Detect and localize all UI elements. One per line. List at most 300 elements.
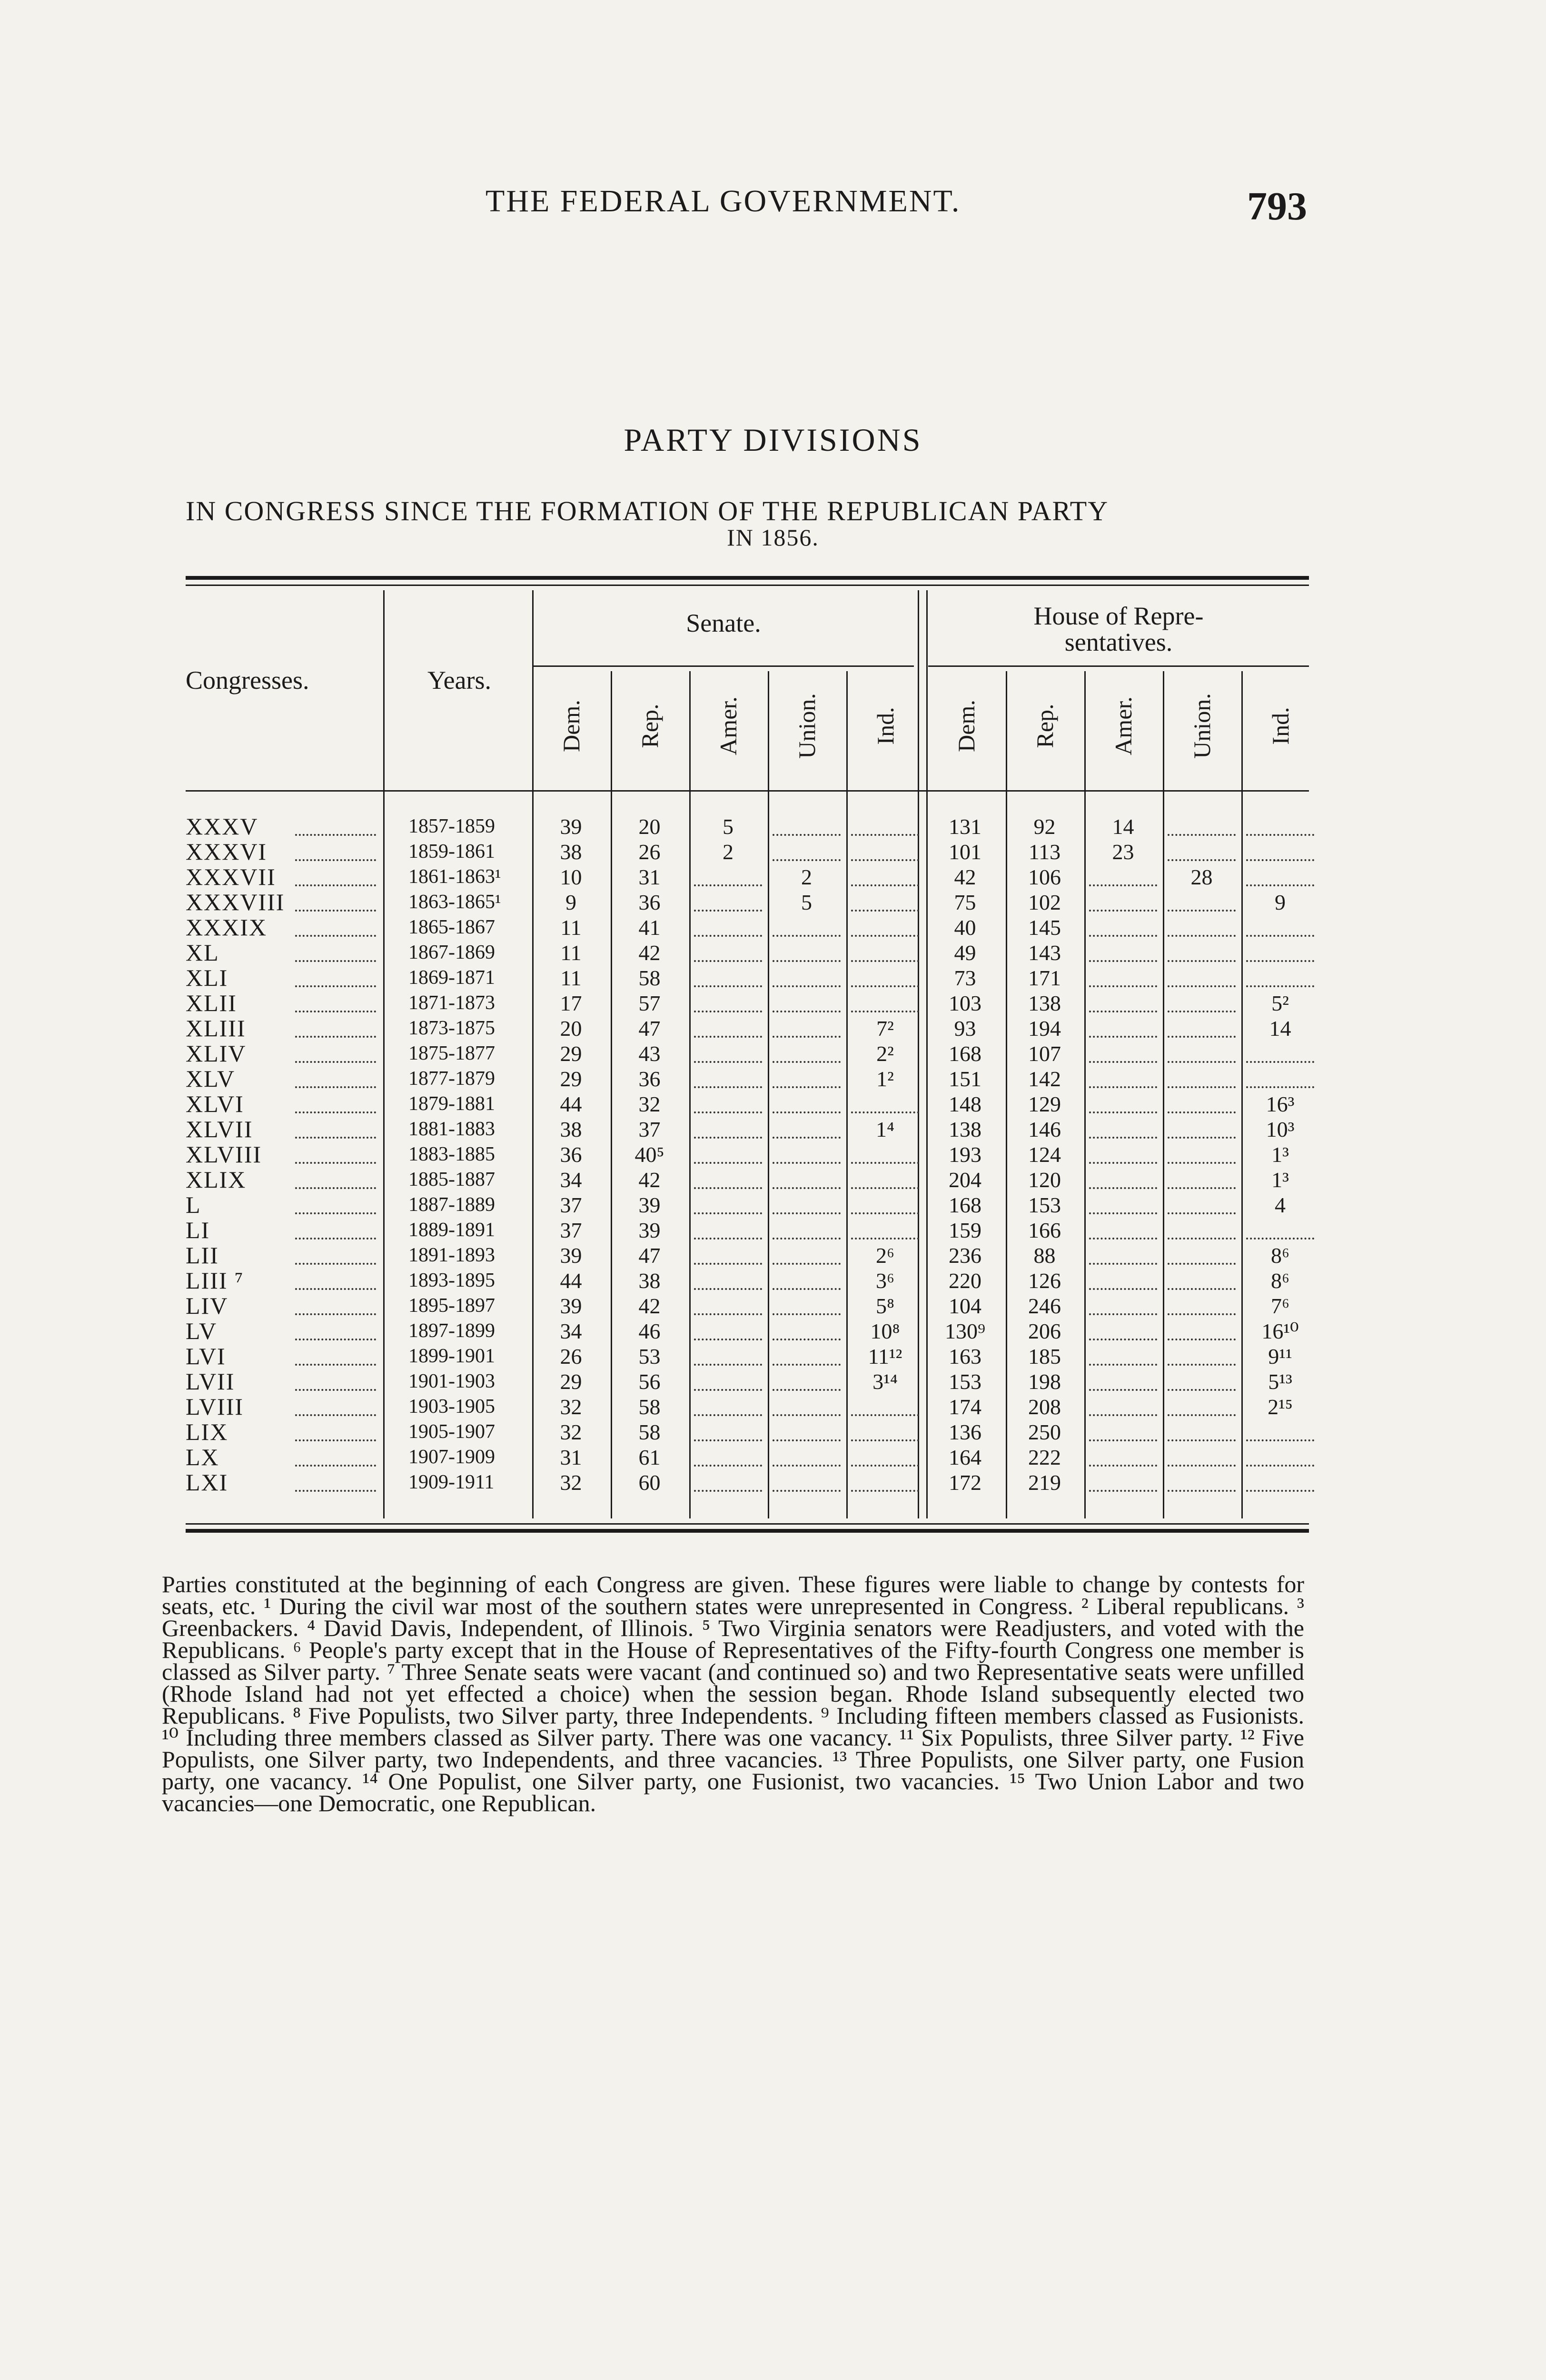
empty-leader-dots	[1246, 1477, 1314, 1492]
senate-value-cell: 20	[560, 1016, 582, 1041]
senate-value-cell: 29	[560, 1041, 582, 1066]
senate-value-cell: 36	[638, 1067, 661, 1091]
empty-leader-dots	[773, 1350, 841, 1366]
house-value-cell: 198	[1028, 1369, 1061, 1394]
empty-leader-dots	[1168, 1477, 1236, 1492]
house-underline	[928, 665, 1309, 667]
senate-value-cell: 32	[560, 1420, 582, 1444]
congress-cell: LII	[186, 1243, 219, 1268]
house-col-header: Union.	[1189, 693, 1215, 759]
table-row	[0, 1091, 1546, 1117]
senate-value-cell: 57	[638, 991, 661, 1015]
empty-leader-dots	[1168, 1199, 1236, 1214]
house-col-header: Ind.	[1267, 707, 1294, 745]
congress-cell: LV	[186, 1319, 218, 1344]
congress-cell: XLVII	[186, 1117, 253, 1142]
senate-value-cell: 39	[638, 1193, 661, 1217]
house-value-cell: 136	[949, 1420, 981, 1444]
house-value-cell: 166	[1028, 1218, 1061, 1242]
header-house-1: House of Repre-	[1033, 602, 1204, 630]
senate-value-cell: 42	[638, 941, 661, 965]
senate-value-cell: 11¹²	[868, 1344, 902, 1368]
senate-value-cell: 2⁶	[875, 1243, 895, 1268]
table-row	[0, 1394, 1546, 1419]
years-cell: 1891-1893	[408, 1244, 495, 1266]
congress-cell: LI	[186, 1218, 210, 1243]
empty-leader-dots	[1168, 1401, 1236, 1416]
senate-value-cell: 38	[560, 1117, 582, 1141]
house-value-cell: 5¹³	[1268, 1369, 1292, 1394]
senate-value-cell: 11	[560, 941, 582, 965]
house-value-cell: 193	[949, 1142, 981, 1167]
empty-leader-dots	[1089, 1149, 1157, 1164]
table-row	[0, 1218, 1546, 1243]
senate-value-cell: 47	[638, 1016, 661, 1041]
empty-leader-dots	[1168, 1451, 1236, 1467]
house-value-cell: 208	[1028, 1395, 1061, 1419]
senate-value-cell: 39	[560, 1243, 582, 1268]
empty-leader-dots	[1246, 846, 1314, 861]
empty-leader-dots	[694, 1426, 762, 1441]
senate-value-cell: 11	[560, 915, 582, 940]
empty-leader-dots	[1089, 871, 1157, 886]
empty-leader-dots	[1246, 1451, 1314, 1467]
empty-leader-dots	[1089, 1224, 1157, 1240]
table-row	[0, 1142, 1546, 1167]
house-value-cell: 16³	[1266, 1092, 1295, 1116]
years-cell: 1901-1903	[408, 1370, 495, 1392]
house-value-cell: 1³	[1271, 1168, 1289, 1192]
empty-leader-dots	[1168, 1300, 1236, 1315]
house-value-cell: 88	[1033, 1243, 1056, 1268]
congress-cell: LX	[186, 1445, 219, 1470]
empty-leader-dots	[694, 1451, 762, 1467]
congress-cell: LVII	[186, 1369, 235, 1394]
senate-value-cell: 37	[560, 1218, 582, 1242]
empty-leader-dots	[1089, 1376, 1157, 1391]
empty-leader-dots	[851, 871, 919, 886]
senate-value-cell: 29	[560, 1369, 582, 1394]
empty-leader-dots	[694, 1275, 762, 1290]
house-col-header: Rep.	[1031, 704, 1058, 748]
empty-leader-dots	[1246, 871, 1314, 886]
senate-value-cell: 10⁸	[870, 1319, 900, 1343]
leader-dots	[295, 1174, 376, 1189]
leader-dots	[295, 1426, 376, 1441]
house-value-cell: 107	[1028, 1041, 1061, 1066]
leader-dots	[295, 922, 376, 937]
senate-value-cell: 31	[638, 865, 661, 889]
table-row	[0, 1066, 1546, 1091]
empty-leader-dots	[773, 846, 841, 861]
empty-leader-dots	[773, 972, 841, 987]
empty-leader-dots	[1089, 1199, 1157, 1214]
house-value-cell: 168	[949, 1193, 981, 1217]
years-cell: 1859-1861	[408, 841, 495, 863]
empty-leader-dots	[694, 972, 762, 987]
house-value-cell: 246	[1028, 1294, 1061, 1318]
senate-value-cell: 42	[638, 1168, 661, 1192]
empty-leader-dots	[851, 1426, 919, 1441]
senate-value-cell: 2	[801, 865, 812, 889]
house-value-cell: 9¹¹	[1268, 1344, 1292, 1368]
congress-cell: XLVIII	[186, 1142, 262, 1167]
empty-leader-dots	[1089, 1073, 1157, 1088]
years-cell: 1889-1891	[408, 1219, 495, 1241]
leader-dots	[295, 972, 376, 987]
empty-leader-dots	[1089, 1250, 1157, 1265]
years-cell: 1897-1899	[408, 1320, 495, 1342]
congress-cell: XLI	[186, 965, 228, 991]
senate-value-cell: 37	[560, 1193, 582, 1217]
senate-value-cell: 44	[560, 1269, 582, 1293]
years-cell: 1909-1911	[408, 1471, 495, 1493]
senate-value-cell: 37	[638, 1117, 661, 1141]
empty-leader-dots	[773, 1376, 841, 1391]
empty-leader-dots	[1168, 821, 1236, 836]
house-value-cell: 1³	[1271, 1142, 1289, 1167]
senate-value-cell: 2	[723, 840, 733, 864]
years-cell: 1907-1909	[408, 1446, 495, 1468]
house-value-cell: 151	[949, 1067, 981, 1091]
table-subtitle-year: IN 1856.	[727, 524, 819, 551]
table-row	[0, 1268, 1546, 1293]
empty-leader-dots	[851, 1149, 919, 1164]
header-years: Years.	[427, 666, 492, 694]
senate-value-cell: 58	[638, 966, 661, 990]
congress-cell: XLIX	[186, 1167, 247, 1192]
empty-leader-dots	[1168, 997, 1236, 1012]
senate-value-cell: 39	[560, 814, 582, 839]
empty-leader-dots	[773, 997, 841, 1012]
senate-value-cell: 5	[801, 890, 812, 914]
senate-value-cell: 5	[723, 814, 733, 839]
empty-leader-dots	[1246, 1048, 1314, 1063]
senate-col-header: Amer.	[715, 696, 742, 755]
house-value-cell: 103	[949, 991, 981, 1015]
empty-leader-dots	[1089, 1098, 1157, 1113]
years-cell: 1869-1871	[408, 967, 495, 989]
table-row	[0, 864, 1546, 890]
empty-leader-dots	[851, 821, 919, 836]
empty-leader-dots	[1089, 1275, 1157, 1290]
senate-value-cell: 60	[638, 1470, 661, 1495]
senate-value-cell: 7²	[876, 1016, 894, 1041]
page-number: 793	[1247, 184, 1307, 228]
empty-leader-dots	[1089, 1048, 1157, 1063]
empty-leader-dots	[773, 1426, 841, 1441]
congress-cell: LXI	[186, 1470, 228, 1495]
top-rule-thin	[186, 585, 1309, 586]
leader-dots	[295, 1350, 376, 1366]
empty-leader-dots	[773, 1275, 841, 1290]
senate-col-header: Ind.	[872, 707, 899, 745]
congress-cell: XXXVIII	[186, 890, 285, 915]
empty-leader-dots	[773, 1022, 841, 1038]
table-row	[0, 1319, 1546, 1344]
empty-leader-dots	[1089, 1325, 1157, 1340]
house-value-cell: 28	[1190, 865, 1213, 889]
table-row	[0, 890, 1546, 915]
leader-dots	[295, 1300, 376, 1315]
senate-value-cell: 40⁵	[634, 1142, 664, 1167]
years-cell: 1871-1873	[408, 992, 495, 1014]
senate-col-header: Dem.	[558, 700, 585, 752]
house-value-cell: 172	[949, 1470, 981, 1495]
table-title: PARTY DIVISIONS	[624, 422, 922, 458]
senate-value-cell: 32	[560, 1395, 582, 1419]
house-value-cell: 174	[949, 1395, 981, 1419]
house-value-cell: 93	[954, 1016, 976, 1041]
empty-leader-dots	[694, 896, 762, 912]
table-subtitle: IN CONGRESS SINCE THE FORMATION OF THE REPUBLICAN PARTY	[186, 496, 1109, 526]
running-head: THE FEDERAL GOVERNMENT.	[486, 184, 961, 218]
congress-cell: XLVI	[186, 1091, 244, 1117]
house-value-cell: 131	[949, 814, 981, 839]
senate-value-cell: 58	[638, 1420, 661, 1444]
house-value-cell: 236	[949, 1243, 981, 1268]
empty-leader-dots	[1168, 1250, 1236, 1265]
leader-dots	[295, 1123, 376, 1139]
table-row	[0, 814, 1546, 839]
empty-leader-dots	[694, 1073, 762, 1088]
house-value-cell: 23	[1112, 840, 1134, 864]
empty-leader-dots	[1089, 896, 1157, 912]
years-cell: 1905-1907	[408, 1421, 495, 1443]
empty-leader-dots	[1089, 947, 1157, 962]
senate-value-cell: 5⁸	[875, 1294, 895, 1318]
empty-leader-dots	[1168, 1098, 1236, 1113]
empty-leader-dots	[773, 1174, 841, 1189]
empty-leader-dots	[1168, 1325, 1236, 1340]
table-row	[0, 1041, 1546, 1066]
leader-dots	[295, 1401, 376, 1416]
empty-leader-dots	[851, 997, 919, 1012]
years-cell: 1893-1895	[408, 1269, 495, 1291]
empty-leader-dots	[851, 1098, 919, 1113]
congress-cell: XLIV	[186, 1041, 247, 1066]
house-value-cell: 7⁶	[1270, 1294, 1290, 1318]
empty-leader-dots	[851, 1451, 919, 1467]
house-value-cell: 138	[949, 1117, 981, 1141]
years-cell: 1857-1859	[408, 815, 495, 837]
house-value-cell: 124	[1028, 1142, 1061, 1167]
house-value-cell: 92	[1033, 814, 1056, 839]
empty-leader-dots	[694, 1250, 762, 1265]
leader-dots	[295, 871, 376, 886]
senate-value-cell: 46	[638, 1319, 661, 1343]
house-value-cell: 146	[1028, 1117, 1061, 1141]
senate-value-cell: 31	[560, 1445, 582, 1469]
years-cell: 1881-1883	[408, 1118, 495, 1140]
table-row	[0, 1243, 1546, 1268]
senate-value-cell: 36	[560, 1142, 582, 1167]
house-value-cell: 142	[1028, 1067, 1061, 1091]
empty-leader-dots	[694, 1048, 762, 1063]
leader-dots	[295, 1250, 376, 1265]
empty-leader-dots	[1168, 1123, 1236, 1139]
empty-leader-dots	[773, 821, 841, 836]
empty-leader-dots	[694, 1174, 762, 1189]
leader-dots	[295, 821, 376, 836]
house-value-cell: 104	[949, 1294, 981, 1318]
bottom-rule	[186, 1529, 1309, 1533]
empty-leader-dots	[1089, 1022, 1157, 1038]
empty-leader-dots	[1089, 1123, 1157, 1139]
years-cell: 1887-1889	[408, 1194, 495, 1216]
empty-leader-dots	[694, 1325, 762, 1340]
senate-value-cell: 10	[560, 865, 582, 889]
empty-leader-dots	[851, 1199, 919, 1214]
senate-col-header: Rep.	[636, 704, 663, 748]
empty-leader-dots	[1089, 972, 1157, 987]
house-value-cell: 14	[1112, 814, 1134, 839]
top-rule	[186, 576, 1309, 580]
table-row	[0, 1293, 1546, 1319]
senate-value-cell: 17	[560, 991, 582, 1015]
senate-value-cell: 32	[638, 1092, 661, 1116]
empty-leader-dots	[773, 1224, 841, 1240]
empty-leader-dots	[773, 1123, 841, 1139]
table-row	[0, 1470, 1546, 1495]
senate-value-cell: 3⁶	[875, 1269, 895, 1293]
senate-value-cell: 43	[638, 1041, 661, 1066]
senate-value-cell: 3¹⁴	[872, 1369, 898, 1394]
table-row	[0, 940, 1546, 965]
house-value-cell: 153	[1028, 1193, 1061, 1217]
senate-value-cell: 38	[560, 840, 582, 864]
leader-dots	[295, 1325, 376, 1340]
senate-value-cell: 20	[638, 814, 661, 839]
senate-value-cell: 41	[638, 915, 661, 940]
empty-leader-dots	[694, 1300, 762, 1315]
senate-value-cell: 34	[560, 1168, 582, 1192]
empty-leader-dots	[773, 1477, 841, 1492]
leader-dots	[295, 1376, 376, 1391]
leader-dots	[295, 1073, 376, 1088]
senate-value-cell: 44	[560, 1092, 582, 1116]
house-value-cell: 73	[954, 966, 976, 990]
empty-leader-dots	[694, 1350, 762, 1366]
house-value-cell: 14	[1269, 1016, 1291, 1041]
house-value-cell: 113	[1028, 840, 1061, 864]
house-value-cell: 194	[1028, 1016, 1061, 1041]
empty-leader-dots	[1246, 972, 1314, 987]
house-value-cell: 10³	[1266, 1117, 1295, 1141]
header-senate: Senate.	[686, 609, 761, 637]
years-cell: 1899-1901	[408, 1345, 495, 1367]
leader-dots	[295, 846, 376, 861]
house-value-cell: 106	[1028, 865, 1061, 889]
house-value-cell: 153	[949, 1369, 981, 1394]
empty-leader-dots	[1089, 1451, 1157, 1467]
years-cell: 1879-1881	[408, 1093, 495, 1115]
senate-value-cell: 42	[638, 1294, 661, 1318]
empty-leader-dots	[694, 1401, 762, 1416]
empty-leader-dots	[1089, 1477, 1157, 1492]
empty-leader-dots	[1089, 1350, 1157, 1366]
table-row	[0, 1369, 1546, 1394]
house-value-cell: 4	[1275, 1193, 1286, 1217]
senate-value-cell: 58	[638, 1395, 661, 1419]
house-value-cell: 8⁶	[1270, 1243, 1290, 1268]
house-value-cell: 171	[1028, 966, 1061, 990]
house-value-cell: 250	[1028, 1420, 1061, 1444]
house-col-header: Dem.	[953, 700, 980, 752]
table-row	[0, 1016, 1546, 1041]
empty-leader-dots	[1168, 947, 1236, 962]
empty-leader-dots	[694, 1123, 762, 1139]
congress-cell: XLV	[186, 1066, 236, 1091]
years-cell: 1903-1905	[408, 1396, 495, 1418]
house-value-cell: 222	[1028, 1445, 1061, 1469]
empty-leader-dots	[851, 922, 919, 937]
years-cell: 1875-1877	[408, 1042, 495, 1064]
congress-cell: XXXVII	[186, 864, 276, 890]
years-cell: 1873-1875	[408, 1017, 495, 1039]
senate-value-cell: 53	[638, 1344, 661, 1368]
empty-leader-dots	[1246, 1426, 1314, 1441]
house-col-header: Amer.	[1110, 696, 1137, 755]
congress-cell: XLII	[186, 991, 237, 1016]
empty-leader-dots	[1089, 1426, 1157, 1441]
leader-dots	[295, 1022, 376, 1038]
empty-leader-dots	[1168, 1073, 1236, 1088]
years-cell: 1867-1869	[408, 942, 495, 963]
house-value-cell: 129	[1028, 1092, 1061, 1116]
empty-leader-dots	[1168, 1376, 1236, 1391]
congress-cell: LIV	[186, 1293, 228, 1319]
empty-leader-dots	[1168, 972, 1236, 987]
senate-value-cell: 32	[560, 1470, 582, 1495]
empty-leader-dots	[1089, 1174, 1157, 1189]
house-value-cell: 219	[1028, 1470, 1061, 1495]
leader-dots	[295, 1275, 376, 1290]
leader-dots	[295, 1451, 376, 1467]
footnotes: Parties constituted at the beginning of each Congress are given. These figures were liable to change by contests for seats, etc. ¹ During the civil war most of the southern states were unrepresented in Congress. ² Liberal republicans. ³ Greenbackers. ⁴ David Davis, Independent, of Illinois. ⁵ Two Virginia senators were Readjusters, and voted with the Republicans. ⁶ People's party except that in the House of Representatives of the Fifty-fourth Congress one member is classed as Silver party. ⁷ Three Senate seats were vacant (and continued so) and two Representative seats were unfilled (Rhode Island had not yet effected a choice) when the session began. Rhode Island subsequently elected two Republicans. ⁸ Five Populists, two Silver party, three Independents. ⁹ Including fifteen members classed as Fusionists. ¹⁰ Including three members classed as Silver party. There was one vacancy. ¹¹ Six Populists, three Silver party. ¹² Five Populists, one Silver party, two Independents, and three vacancies. ¹³ Three Populists, one Silver party, one Fusion party, one vacancy. ¹⁴ One Populist, one Silver party, one Fusionist, two vacancies. ¹⁵ Two Union Labor and two vacancies—one Democratic, one Republican.	[162, 1571, 1304, 1816]
header-house-2: sentatives.	[1064, 628, 1173, 656]
senate-value-cell: 11	[560, 966, 582, 990]
empty-leader-dots	[694, 1022, 762, 1038]
empty-leader-dots	[851, 947, 919, 962]
empty-leader-dots	[694, 947, 762, 962]
table-row	[0, 991, 1546, 1016]
table-row	[0, 1344, 1546, 1369]
empty-leader-dots	[851, 846, 919, 861]
empty-leader-dots	[1168, 896, 1236, 912]
leader-dots	[295, 997, 376, 1012]
empty-leader-dots	[773, 1048, 841, 1063]
senate-underline	[533, 665, 914, 667]
house-value-cell: 206	[1028, 1319, 1061, 1343]
empty-leader-dots	[1246, 947, 1314, 962]
empty-leader-dots	[1168, 1224, 1236, 1240]
house-value-cell: 102	[1028, 890, 1061, 914]
senate-value-cell: 1⁴	[875, 1117, 895, 1141]
congress-cell: XLIII	[186, 1016, 246, 1041]
house-value-cell: 126	[1028, 1269, 1061, 1293]
empty-leader-dots	[773, 1250, 841, 1265]
congress-cell: LVI	[186, 1344, 226, 1369]
empty-leader-dots	[694, 1199, 762, 1214]
table-row	[0, 1419, 1546, 1445]
house-value-cell: 220	[949, 1269, 981, 1293]
house-value-cell: 163	[949, 1344, 981, 1368]
empty-leader-dots	[1089, 922, 1157, 937]
empty-leader-dots	[694, 1224, 762, 1240]
house-value-cell: 16¹⁰	[1261, 1319, 1299, 1343]
house-value-cell: 164	[949, 1445, 981, 1469]
